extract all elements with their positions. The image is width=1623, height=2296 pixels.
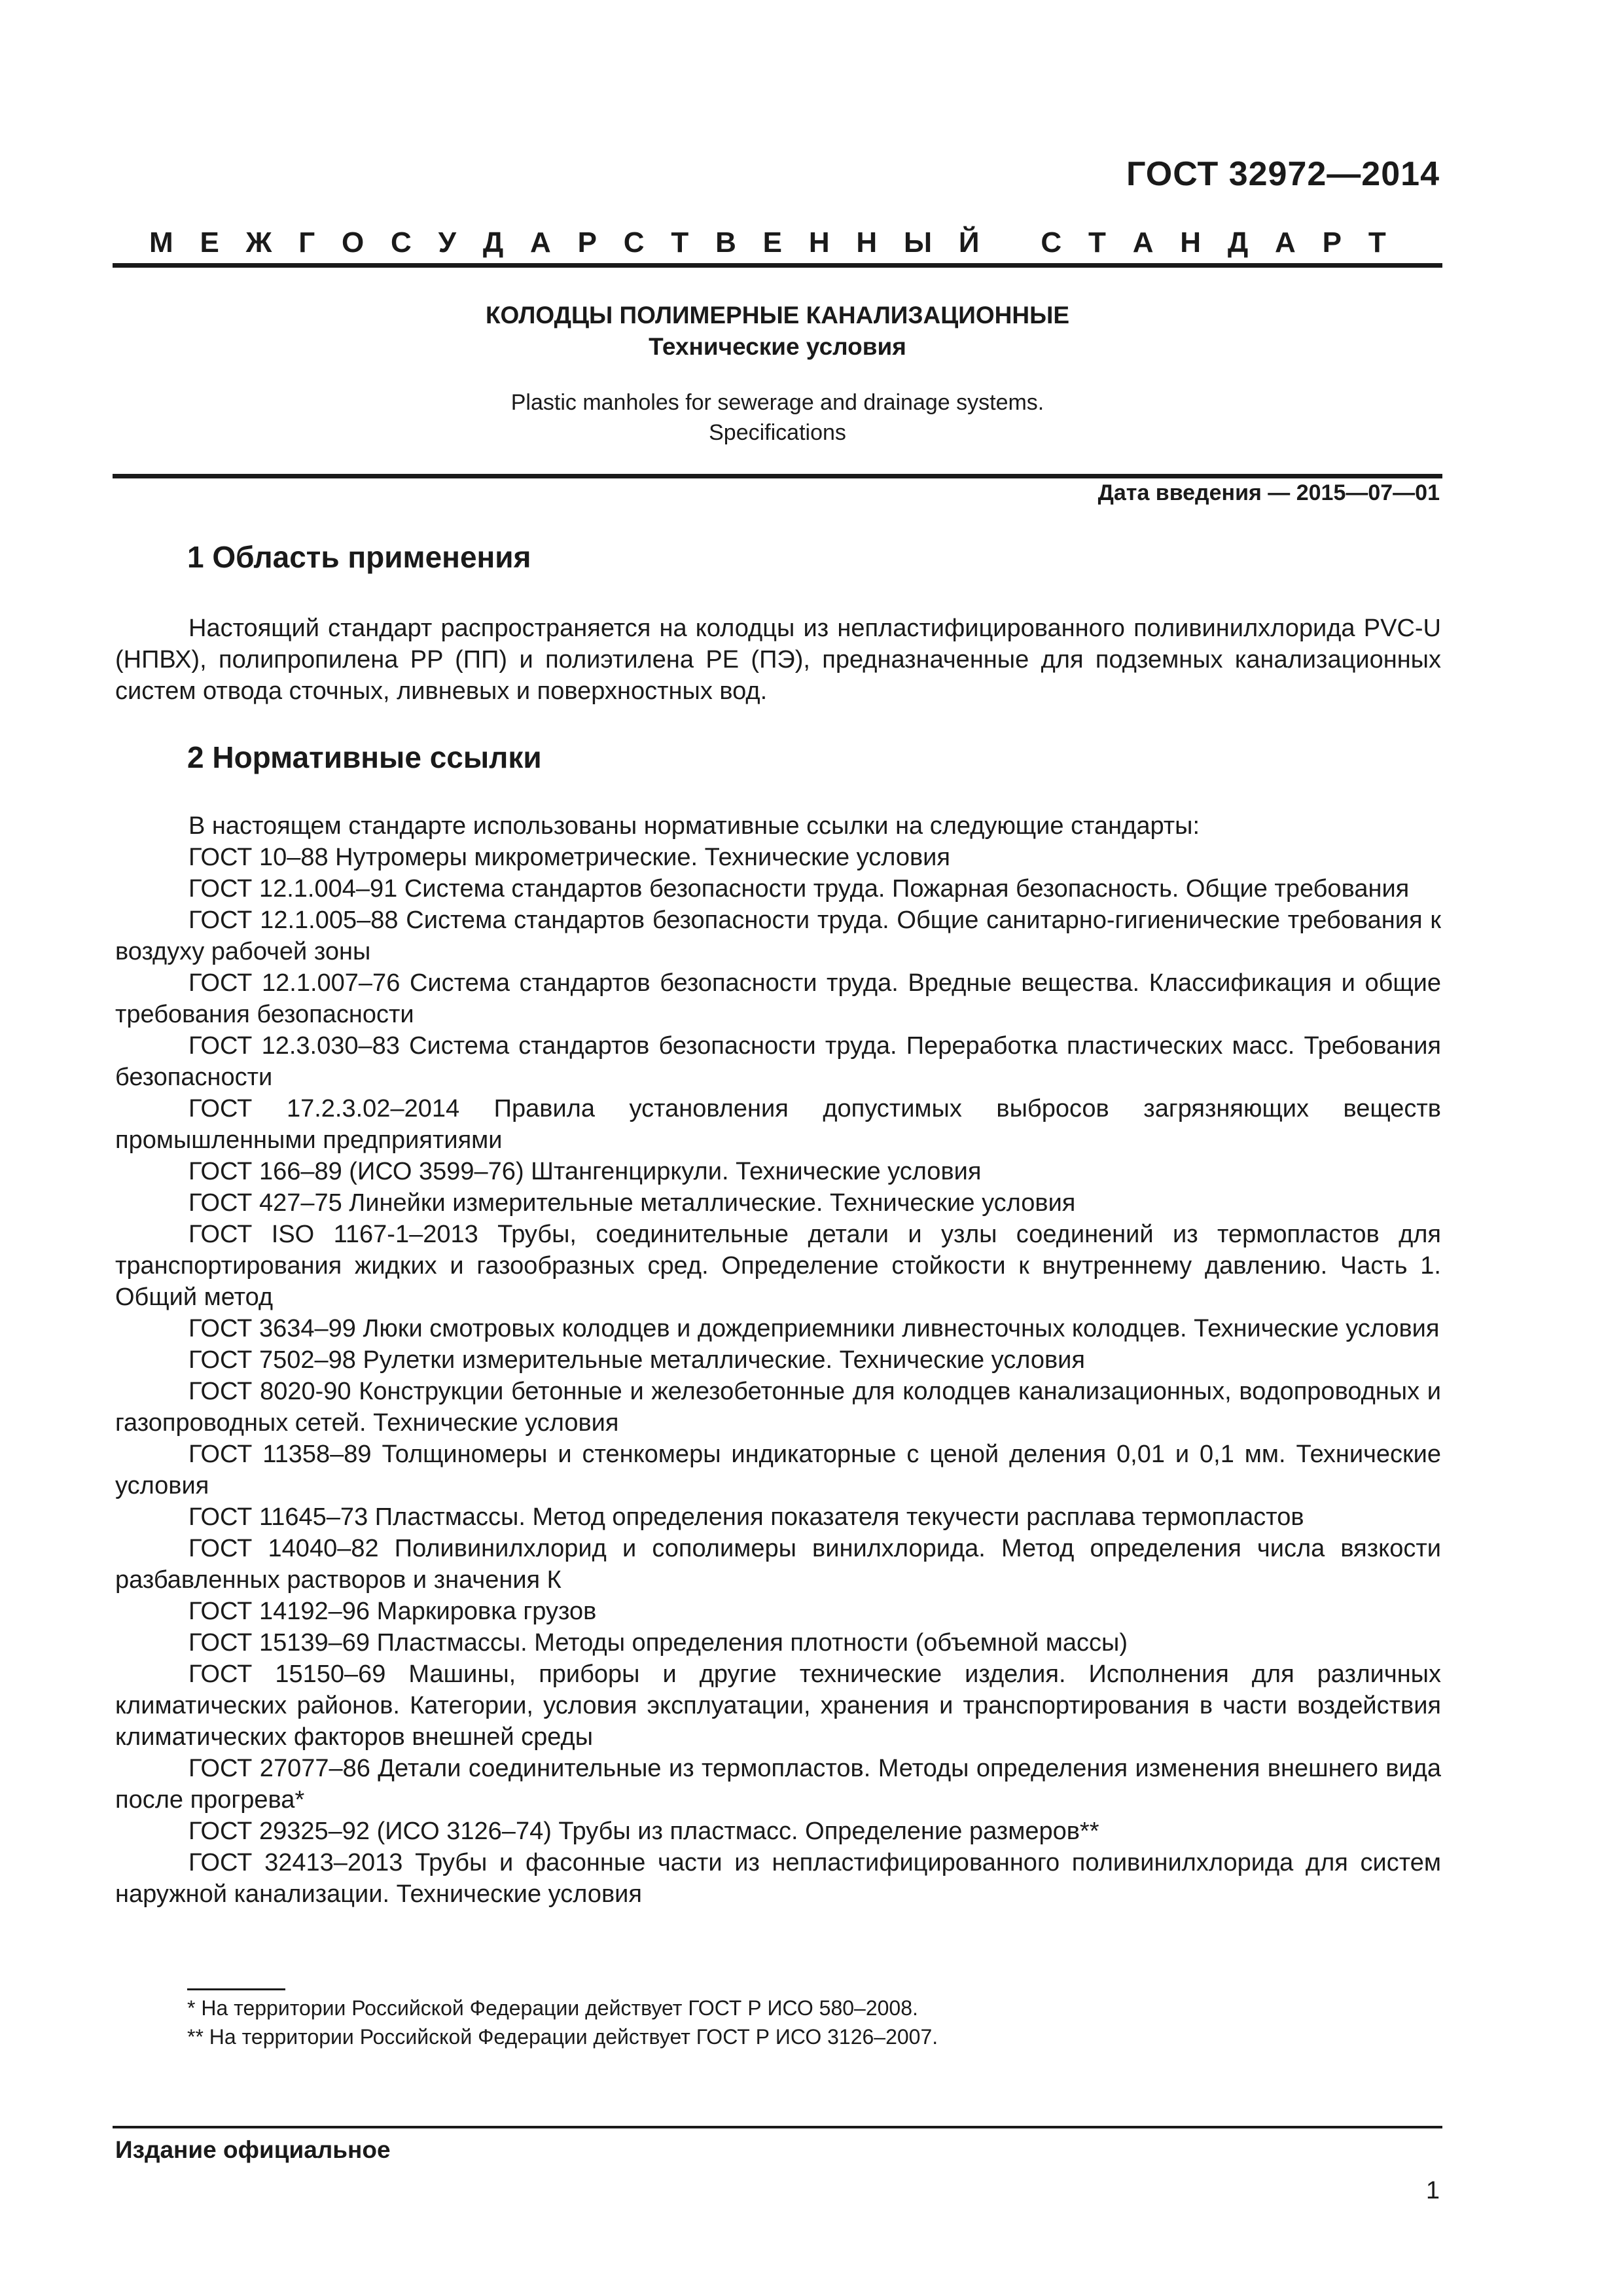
banner-letter: Т [1088, 226, 1106, 259]
footer-rule [113, 2126, 1442, 2128]
footnote-1: * На территории Российской Федерации действует ГОСТ Р ИСО 580–2008. [187, 1996, 918, 2020]
section-2-body [115, 810, 1441, 1910]
normative-reference-item: ГОСТ 12.1.004–91 Система стандартов безопасности труда. Пожарная безопасность. Общие требования [188, 875, 1410, 903]
banner-letter: Е [200, 226, 219, 259]
footnote-2: ** На территории Российской Федерации действует ГОСТ Р ИСО 3126–2007. [187, 2025, 938, 2049]
banner-letter: Ы [904, 226, 933, 259]
banner-letter: Ж [245, 226, 272, 259]
normative-reference-item: ГОСТ 29325–92 (ИСО 3126–74) Трубы из пластмасс. Определение размеров** [188, 1818, 1099, 1845]
banner-letter: С [623, 226, 645, 259]
banner-letter: В [715, 226, 736, 259]
normative-reference-item: ГОСТ 15150–69 Машины, приборы и другие технические изделия. Исполнения для различных климатических районов. Категории, условия эксплуатации, хранения и транспортирования в части воздействия климатических факторов внешней среды [115, 1660, 1441, 1751]
introduction-date: Дата введения — 2015—07—01 [1097, 480, 1440, 505]
banner-letter: Р [1322, 226, 1342, 259]
normative-reference-item: ГОСТ 12.1.005–88 Система стандартов безопасности труда. Общие санитарно-гигиенические требования к воздуху рабочей зоны [115, 906, 1441, 965]
normative-reference-item: ГОСТ 10–88 Нутромеры микрометрические. Технические условия [188, 844, 950, 871]
header-rule [113, 263, 1442, 268]
section-1-body [115, 613, 1441, 707]
banner-letter: Р [577, 226, 597, 259]
gost-number: ГОСТ 32972—2014 [1126, 155, 1440, 193]
banner-letter [1006, 226, 1014, 259]
normative-reference-item: ГОСТ 7502–98 Рулетки измерительные металлические. Технические условия [188, 1346, 1085, 1374]
normative-reference-item: ГОСТ ISO 1167-1–2013 Трубы, соединительные детали и узлы соединений из термопластов для транспортирования жидких и газообразных сред. Определение стойкости к внутреннему давлению. Часть 1. Общий метод [115, 1221, 1441, 1311]
footnotes [187, 1994, 1431, 2051]
banner-letter: О [342, 226, 365, 259]
normative-reference-item: ГОСТ 12.1.007–76 Система стандартов безопасности труда. Вредные вещества. Классификация и общие требования безопасности [115, 969, 1441, 1028]
banner-letter: Н [1180, 226, 1202, 259]
banner-letter: Г [298, 226, 315, 259]
banner-letter: Й [958, 226, 980, 259]
banner-letter: Д [482, 226, 504, 259]
normative-reference-item: ГОСТ 14040–82 Поливинилхлорид и сополимеры винилхлорида. Метод определения числа вязкости разбавленных растворов и значения К [115, 1535, 1441, 1594]
banner-letter: Т [671, 226, 689, 259]
banner-letter: А [530, 226, 551, 259]
normative-reference-item: ГОСТ 15139–69 Пластмассы. Методы определения плотности (объемной массы) [188, 1629, 1128, 1657]
banner-letter: Н [808, 226, 830, 259]
banner-letter: Д [1227, 226, 1249, 259]
normative-reference-item: ГОСТ 166–89 (ИСО 3599–76) Штангенциркули. Технические условия [188, 1158, 982, 1185]
banner-letter: С [391, 226, 412, 259]
banner-letter: Е [762, 226, 783, 259]
document-title-ru [113, 300, 1442, 363]
title-en-line2: Specifications [709, 420, 846, 445]
banner-letter: М [149, 226, 173, 259]
banner-letter: А [1132, 226, 1154, 259]
normative-reference-item: ГОСТ 11358–89 Толщиномеры и стенкомеры индикаторные с ценой деления 0,01 и 0,1 мм. Технические условия [115, 1441, 1441, 1499]
normative-reference-item: ГОСТ 427–75 Линейки измерительные металлические. Технические условия [188, 1189, 1076, 1217]
section-2-heading: 2 Нормативные ссылки [187, 740, 542, 774]
page-number: 1 [1425, 2177, 1440, 2204]
title-rule [113, 474, 1442, 478]
banner-letter: Т [1368, 226, 1386, 259]
document-title-en [113, 387, 1442, 448]
normative-reference-item: ГОСТ 17.2.3.02–2014 Правила установления допустимых выбросов загрязняющих веществ промышленными предприятиями [115, 1095, 1441, 1154]
edition-label: Издание официальное [115, 2136, 391, 2163]
section-1-heading: 1 Область применения [187, 540, 531, 574]
normative-reference-item: ГОСТ 3634–99 Люки смотровых колодцев и дождеприемники ливнесточных колодцев. Технические условия [188, 1315, 1440, 1342]
normative-reference-item: ГОСТ 11645–73 Пластмассы. Метод определения показателя текучести расплава термопластов [188, 1503, 1304, 1531]
banner-letter: С [1041, 226, 1062, 259]
title-ru-line1: КОЛОДЦЫ ПОЛИМЕРНЫЕ КАНАЛИЗАЦИОННЫЕ [485, 302, 1070, 329]
title-ru-line2: Технические условия [649, 333, 906, 360]
normative-reference-item: ГОСТ 8020-90 Конструкции бетонные и железобетонные для колодцев канализационных, водопроводных и газопроводных сетей. Технические условия [115, 1378, 1441, 1437]
banner-letter: А [1275, 226, 1296, 259]
section-1-paragraph: Настоящий стандарт распространяется на колодцы из непластифицированного поливинилхлорида PVC-U (НПВХ), полипропилена PP (ПП) и полиэтилена PE (ПЭ), предназначенные для подземных канализационных систем отвода сточных, ливневых и поверхностных вод. [115, 615, 1441, 705]
normative-reference-item: ГОСТ 32413–2013 Трубы и фасонные части из непластифицированного поливинилхлорида для систем наружной канализации. Технические условия [115, 1849, 1441, 1908]
interstate-standard-banner [149, 226, 1386, 259]
footnote-rule [187, 1988, 285, 1990]
normative-reference-item: ГОСТ 27077–86 Детали соединительные из термопластов. Методы определения изменения внешнего вида после прогрева* [115, 1755, 1441, 1814]
banner-letter: У [438, 226, 457, 259]
banner-letter: Н [856, 226, 878, 259]
title-en-line1: Plastic manholes for sewerage and drainage systems. [510, 390, 1044, 415]
section-2-intro: В настоящем стандарте использованы нормативные ссылки на следующие стандарты: [188, 812, 1200, 840]
normative-reference-item: ГОСТ 14192–96 Маркировка грузов [188, 1598, 597, 1625]
normative-reference-item: ГОСТ 12.3.030–83 Система стандартов безопасности труда. Переработка пластических масс. Требования безопасности [115, 1032, 1441, 1091]
